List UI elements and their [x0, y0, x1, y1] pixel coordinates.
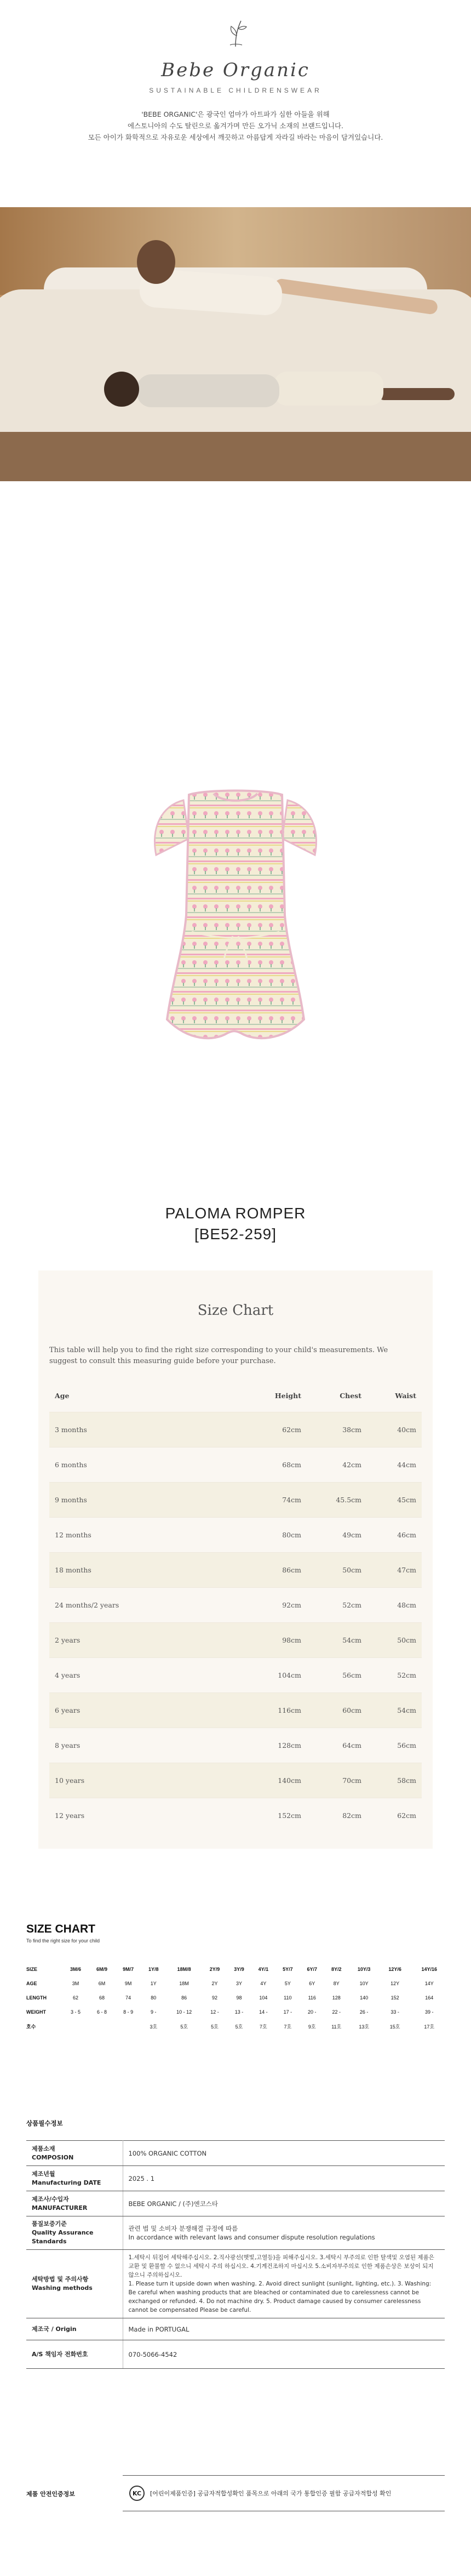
cert-label: 제품 안전인증정보 — [26, 2490, 75, 2498]
table-cell: 9 - — [151, 2009, 157, 2015]
cell-height: 86cm — [236, 1552, 301, 1587]
cell-height: 140cm — [236, 1763, 301, 1798]
table-row — [49, 1517, 422, 1552]
cell-chest: 56cm — [301, 1657, 361, 1692]
table-row — [49, 1587, 422, 1622]
cell-height: 62cm — [236, 1412, 301, 1447]
table-cell: 5Y — [284, 1981, 291, 1986]
table-cell: 13 - — [234, 2009, 244, 2015]
cell-chest: 50cm — [301, 1552, 361, 1587]
table-row — [49, 1763, 422, 1798]
table-cell: 6M — [98, 1981, 106, 1986]
table-cell: 10 - 12 — [176, 2009, 192, 2015]
cell-age: 2 years — [49, 1622, 236, 1657]
row-label: 호수 — [26, 2024, 36, 2030]
table-cell: 128 — [332, 1995, 341, 2001]
table-cell: 5호 — [211, 2024, 219, 2030]
cell-chest: 52cm — [301, 1587, 361, 1622]
table-cell: 17호 — [424, 2024, 435, 2030]
cell-waist: 47cm — [361, 1552, 422, 1587]
table-cell: 6Y/7 — [307, 1967, 318, 1972]
cell-age: 6 months — [49, 1447, 236, 1482]
table-cell: 9호 — [308, 2024, 316, 2030]
cell-chest: 49cm — [301, 1517, 361, 1552]
cell-age: 9 months — [49, 1482, 236, 1517]
product-name: PALOMA ROMPER — [165, 1205, 306, 1222]
brand-intro — [0, 109, 471, 143]
table-cell: 3 - 5 — [71, 2009, 81, 2015]
table-row — [49, 1798, 422, 1833]
table-cell: 7호 — [284, 2024, 292, 2030]
cert-text: [어린이제품인증] 공급자적합성확인 품목으로 아래의 국가 통합인증 필함 공급자적합성 확인 — [150, 2490, 392, 2497]
cell-waist: 40cm — [361, 1412, 422, 1447]
product-code: [BE52-259] — [194, 1226, 277, 1243]
table-row — [26, 1962, 448, 1976]
size-chart-description: This table will help you to find the right size corresponding to your child's measurements. We suggest to consult this measuring guide before your purchase. — [49, 1346, 388, 1365]
table-cell: 26 - — [359, 2009, 369, 2015]
header-waist: Waist — [395, 1392, 416, 1400]
table-cell: 74 — [125, 1995, 131, 2001]
cell-waist: 58cm — [361, 1763, 422, 1798]
cell-age: 24 months/2 years — [49, 1587, 236, 1622]
cell-waist: 54cm — [361, 1692, 422, 1728]
table-cell: 8Y — [333, 1981, 340, 1986]
table-cell: 68 — [99, 1995, 105, 2001]
cell-height: 152cm — [236, 1798, 301, 1833]
table-cell: 1Y — [150, 1981, 157, 1986]
info-value: 관련 법 및 소비자 분쟁해결 규정에 따름 In accordance with relevant laws and consumer dispute resolution regulations — [123, 2216, 445, 2250]
info-value: 070-5066-4542 — [123, 2340, 445, 2369]
kc-mark-icon: KC — [129, 2486, 145, 2501]
info-row — [26, 2250, 445, 2318]
cell-age: 8 years — [49, 1728, 236, 1763]
table-cell: 3M/6 — [70, 1967, 82, 1972]
cell-waist: 46cm — [361, 1517, 422, 1552]
info-row — [26, 2340, 445, 2369]
table-row — [49, 1412, 422, 1447]
table-cell — [89, 2019, 115, 2033]
info-key: A/S 책임자 전화번호 — [26, 2340, 123, 2369]
row-label: AGE — [26, 1981, 37, 1986]
table-cell: 116 — [308, 1995, 316, 2001]
table-cell: 13호 — [359, 2024, 370, 2030]
table-cell: 104 — [259, 1995, 268, 2001]
cell-height: 74cm — [236, 1482, 301, 1517]
table-cell: 2Y/9 — [209, 1967, 220, 1972]
table-cell: 5Y/7 — [283, 1967, 293, 1972]
compact-chart-subtitle: To find the right size for your child — [26, 1938, 100, 1944]
table-cell: 8Y/2 — [331, 1967, 342, 1972]
cell-height: 98cm — [236, 1622, 301, 1657]
size-chart-title: Size Chart — [197, 1302, 274, 1319]
cell-height: 128cm — [236, 1728, 301, 1763]
cell-age: 12 years — [49, 1798, 236, 1833]
table-cell: 18M — [179, 1981, 189, 1986]
info-key: 품질보증기준 Quality Assurance Standards — [26, 2216, 123, 2250]
cell-height: 116cm — [236, 1692, 301, 1728]
cell-age: 3 months — [49, 1412, 236, 1447]
table-row — [49, 1657, 422, 1692]
row-label: LENGTH — [26, 1995, 47, 2001]
table-cell: 6 - 8 — [97, 2009, 107, 2015]
table-row — [26, 2019, 448, 2033]
cell-age: 4 years — [49, 1657, 236, 1692]
table-cell: 164 — [425, 1995, 434, 2001]
table-row — [49, 1482, 422, 1517]
brand-header — [0, 0, 471, 206]
table-cell: 140 — [360, 1995, 369, 2001]
cell-chest: 42cm — [301, 1447, 361, 1482]
info-row — [26, 2318, 445, 2340]
table-cell: 86 — [181, 1995, 187, 2001]
photo-child-head — [104, 372, 139, 407]
cell-waist: 56cm — [361, 1728, 422, 1763]
table-cell: 14 - — [259, 2009, 268, 2015]
photo-child-pants — [274, 372, 383, 406]
table-cell: 14Y — [424, 1981, 434, 1986]
row-label: WEIGHT — [26, 2009, 46, 2015]
cell-chest: 82cm — [301, 1798, 361, 1833]
intro-line: 'BEBE ORGANIC'은 광국인 엄마가 아트파가 심한 아들을 위해 — [141, 110, 330, 118]
photo-child-legs — [378, 388, 455, 400]
row-label: SIZE — [26, 1967, 38, 1972]
table-cell: 98 — [236, 1995, 242, 2001]
cell-height: 80cm — [236, 1517, 301, 1552]
table-row — [49, 1692, 422, 1728]
info-value: BEBE ORGANIC / (주)엔코스타 — [123, 2191, 445, 2216]
cell-chest: 38cm — [301, 1412, 361, 1447]
cell-age: 10 years — [49, 1763, 236, 1798]
table-cell: 33 - — [390, 2009, 399, 2015]
romper-product-image — [145, 784, 326, 1058]
table-row — [26, 1976, 448, 1991]
table-cell: 9M/7 — [123, 1967, 134, 1972]
table-cell: 12 - — [210, 2009, 219, 2015]
table-cell: 62 — [73, 1995, 79, 2001]
table-cell: 12Y — [390, 1981, 400, 1986]
photo-child-head — [137, 240, 175, 284]
info-key: 제조사/수입자 MANUFACTURER — [26, 2191, 123, 2216]
table-cell — [115, 2019, 141, 2033]
photo-floor — [0, 432, 471, 481]
cell-waist: 45cm — [361, 1482, 422, 1517]
header-age: Age — [55, 1392, 70, 1400]
table-cell: 20 - — [308, 2009, 317, 2015]
table-cell: 12Y/6 — [388, 1967, 401, 1972]
table-header-row — [49, 1380, 422, 1412]
info-key: 제조년월 Manufacturing DATE — [26, 2166, 123, 2191]
table-row — [49, 1447, 422, 1482]
cell-chest: 64cm — [301, 1728, 361, 1763]
table-cell: 3Y — [236, 1981, 242, 1986]
table-cell: 1Y/8 — [148, 1967, 159, 1972]
brand-tagline: SUSTAINABLE CHILDRENSWEAR — [149, 87, 322, 94]
table-cell: 6Y — [309, 1981, 315, 1986]
table-row — [49, 1728, 422, 1763]
table-cell: 110 — [284, 1995, 292, 2001]
info-row — [26, 2191, 445, 2216]
info-value: Made in PORTUGAL — [123, 2318, 445, 2340]
info-title: 상품필수정보 — [26, 2119, 63, 2127]
info-key: 제조국 / Origin — [26, 2318, 123, 2340]
info-value: 2025 . 1 — [123, 2166, 445, 2191]
table-cell: 152 — [390, 1995, 399, 2001]
product-info-table — [26, 2140, 445, 2369]
size-chart-table — [49, 1380, 422, 1833]
table-cell: 18M/8 — [177, 1967, 191, 1972]
table-row — [26, 2005, 448, 2019]
table-row — [49, 1552, 422, 1587]
compact-size-table — [26, 1962, 448, 2033]
cell-height: 68cm — [236, 1447, 301, 1482]
table-cell: 80 — [151, 1995, 157, 2001]
table-cell: 8 - 9 — [123, 2009, 134, 2015]
cell-chest: 60cm — [301, 1692, 361, 1728]
info-row — [26, 2141, 445, 2166]
cert-box — [123, 2475, 445, 2511]
info-key: 제품소재 COMPOSION — [26, 2141, 123, 2166]
table-cell — [62, 2019, 89, 2033]
cell-age: 12 months — [49, 1517, 236, 1552]
info-row — [26, 2166, 445, 2191]
table-cell: 39 - — [424, 2009, 434, 2015]
header-height: Height — [274, 1392, 301, 1400]
cell-waist: 44cm — [361, 1447, 422, 1482]
table-cell: 10Y — [359, 1981, 369, 1986]
table-cell: 6M/9 — [96, 1967, 108, 1972]
cell-chest: 70cm — [301, 1763, 361, 1798]
cell-waist: 52cm — [361, 1657, 422, 1692]
table-cell: 17 - — [283, 2009, 292, 2015]
cell-age: 18 months — [49, 1552, 236, 1587]
intro-line: 에스토니아의 수도 탈린으로 옮겨가며 만든 오가닉 소재의 브랜드입니다. — [127, 122, 344, 130]
cell-height: 104cm — [236, 1657, 301, 1692]
table-cell: 4Y — [260, 1981, 267, 1986]
cell-chest: 45.5cm — [301, 1482, 361, 1517]
info-value: 1.세탁시 뒤집어 세탁해주십시오. 2.직사광선(햇빛,고열등)을 피해주십시오. 3.세탁시 부주의로 인한 탈색및 오염된 제품은 교환 및 환불할 수 없으니 세탁시 주의 하십시오. 4.기계건조하지 마십시오 5.소비자부주의로 인한 제품손상은 보상이 되지 않으니 주의하십시오. 1. Please turn it upside down when washing. 2. Avoid direct sunlight (sunlight, lighting, etc.). 3. Washing: Be careful when washing products that are bleached or contaminated due to carelessness cannot be exchanged or refunded. 4. Do not machine dry. 5. Product damage caused by consumer carelessness cannot be compensated Please be careful. — [123, 2250, 445, 2318]
table-cell: 5호 — [180, 2024, 188, 2030]
table-cell: 2Y — [211, 1981, 218, 1986]
table-row — [49, 1622, 422, 1657]
table-cell: 7호 — [260, 2024, 267, 2030]
table-cell: 92 — [212, 1995, 218, 2001]
cell-waist: 62cm — [361, 1798, 422, 1833]
info-row — [26, 2216, 445, 2250]
table-cell: 3M — [72, 1981, 79, 1986]
table-cell: 4Y/1 — [258, 1967, 269, 1972]
table-cell: 11호 — [331, 2024, 342, 2030]
cell-height: 92cm — [236, 1587, 301, 1622]
brand-logo: Bebe Organic — [161, 59, 310, 81]
sprig-logo-icon — [219, 16, 252, 49]
table-cell: 10Y/3 — [357, 1967, 371, 1972]
table-cell: 14Y/16 — [421, 1967, 437, 1972]
table-cell: 9M — [124, 1981, 132, 1986]
table-cell: 5호 — [235, 2024, 243, 2030]
cell-chest: 54cm — [301, 1622, 361, 1657]
table-cell: 15호 — [389, 2024, 400, 2030]
table-row — [26, 1991, 448, 2005]
cell-waist: 50cm — [361, 1622, 422, 1657]
compact-chart-title: SIZE CHART — [26, 1923, 95, 1935]
intro-line: 모든 아이가 화학적으로 자유로운 세상에서 깨끗하고 아름답게 자라길 바라는 마음이 담겨있습니다. — [88, 133, 383, 141]
table-cell: 3Y/9 — [234, 1967, 244, 1972]
lifestyle-photo — [0, 207, 471, 481]
header-chest: Chest — [340, 1392, 361, 1400]
info-key: 세탁방법 및 주의사항 Washing methods — [26, 2250, 123, 2318]
table-cell: 22 - — [332, 2009, 341, 2015]
size-chart-card — [38, 1270, 433, 1849]
table-cell: 3호 — [150, 2024, 158, 2030]
photo-child-shirt — [137, 374, 279, 407]
cell-age: 6 years — [49, 1692, 236, 1728]
cell-waist: 48cm — [361, 1587, 422, 1622]
info-value: 100% ORGANIC COTTON — [123, 2141, 445, 2166]
